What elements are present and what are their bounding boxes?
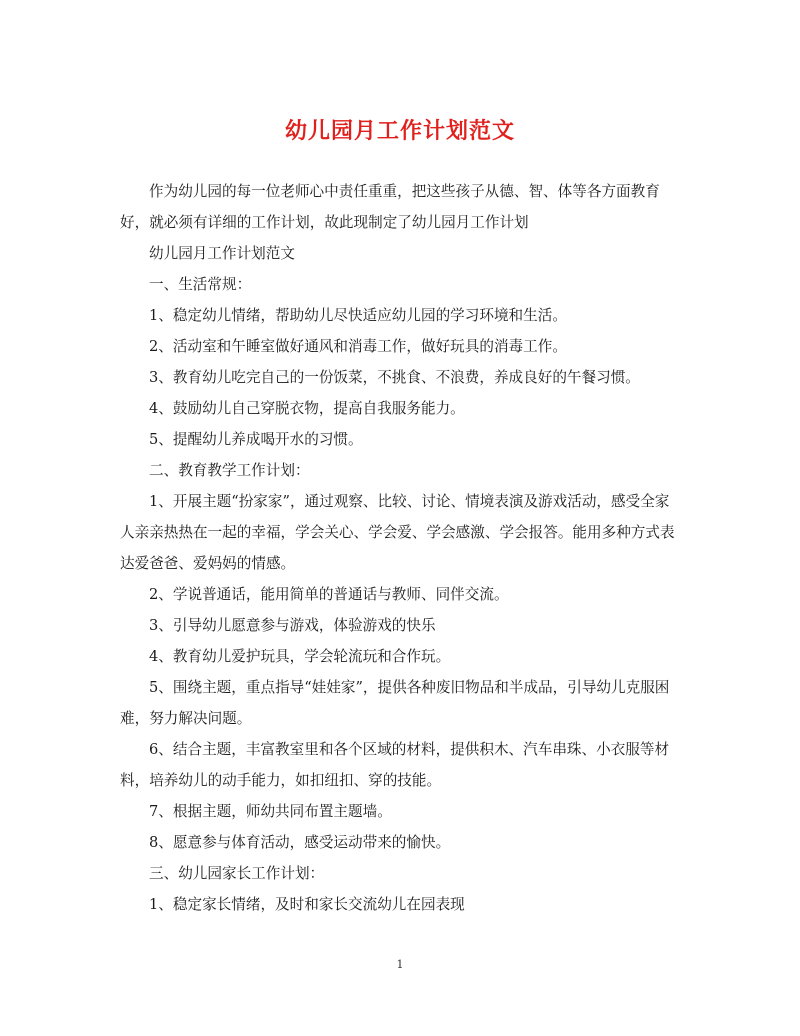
list-item: 1、开展主题“扮家家”，通过观察、比较、讨论、情境表演及游戏活动，感受全家人亲亲热热在一起的幸福，学会关心、学会爱、学会感激、学会报答。能用多种方式表达爱爸爸、爱妈妈的情感。 — [120, 493, 675, 572]
list-item: 6、结合主题，丰富教室里和各个区域的材料，提供积木、汽车串珠、小衣服等材料，培养幼儿的动手能力，如扣纽扣、穿的技能。 — [120, 741, 670, 789]
list-item: 2、活动室和午睡室做好通风和消毒工作，做好玩具的消毒工作。 — [149, 338, 567, 355]
section-heading-life-routine: 一、生活常规： — [149, 276, 252, 293]
list-item: 5、提醒幼儿养成喝开水的习惯。 — [149, 431, 363, 448]
list-item: 1、稳定家长情绪，及时和家长交流幼儿在园表现 — [149, 896, 465, 913]
list-item: 3、教育幼儿吃完自己的一份饭菜，不挑食、不浪费，养成良好的午餐习惯。 — [149, 369, 640, 386]
list-item: 4、教育幼儿爱护玩具，学会轮流玩和合作玩。 — [149, 648, 451, 665]
list-item: 3、引导幼儿愿意参与游戏，体验游戏的快乐 — [149, 617, 436, 634]
section-heading-teaching-plan: 二、教育教学工作计划： — [149, 462, 310, 479]
document-body — [120, 176, 680, 920]
list-item: 8、愿意参与体育活动，感受运动带来的愉快。 — [149, 834, 451, 851]
list-item: 7、根据主题，师幼共同布置主题墙。 — [149, 803, 392, 820]
document-title: 幼儿园月工作计划范文 — [284, 118, 515, 144]
list-item: 1、稳定幼儿情绪，帮助幼儿尽快适应幼儿园的学习环境和生活。 — [149, 307, 567, 324]
list-item: 5、围绕主题，重点指导“娃娃家”，提供各种废旧物品和半成品，引导幼儿克服困难，努力解决问题。 — [120, 679, 670, 727]
paragraph-intro: 作为幼儿园的每一位老师心中责任重重，把这些孩子从德、智、体等各方面教育好，就必须有详细的工作计划，故此现制定了幼儿园月工作计划 — [120, 183, 660, 231]
list-item: 4、鼓励幼儿自己穿脱衣物，提高自我服务能力。 — [149, 400, 465, 417]
paragraph-subtitle: 幼儿园月工作计划范文 — [149, 245, 295, 262]
page-number: 1 — [396, 958, 404, 971]
list-item: 2、学说普通话，能用简单的普通话与教师、同伴交流。 — [149, 586, 509, 603]
section-heading-parent-work: 三、幼儿园家长工作计划： — [149, 865, 325, 882]
